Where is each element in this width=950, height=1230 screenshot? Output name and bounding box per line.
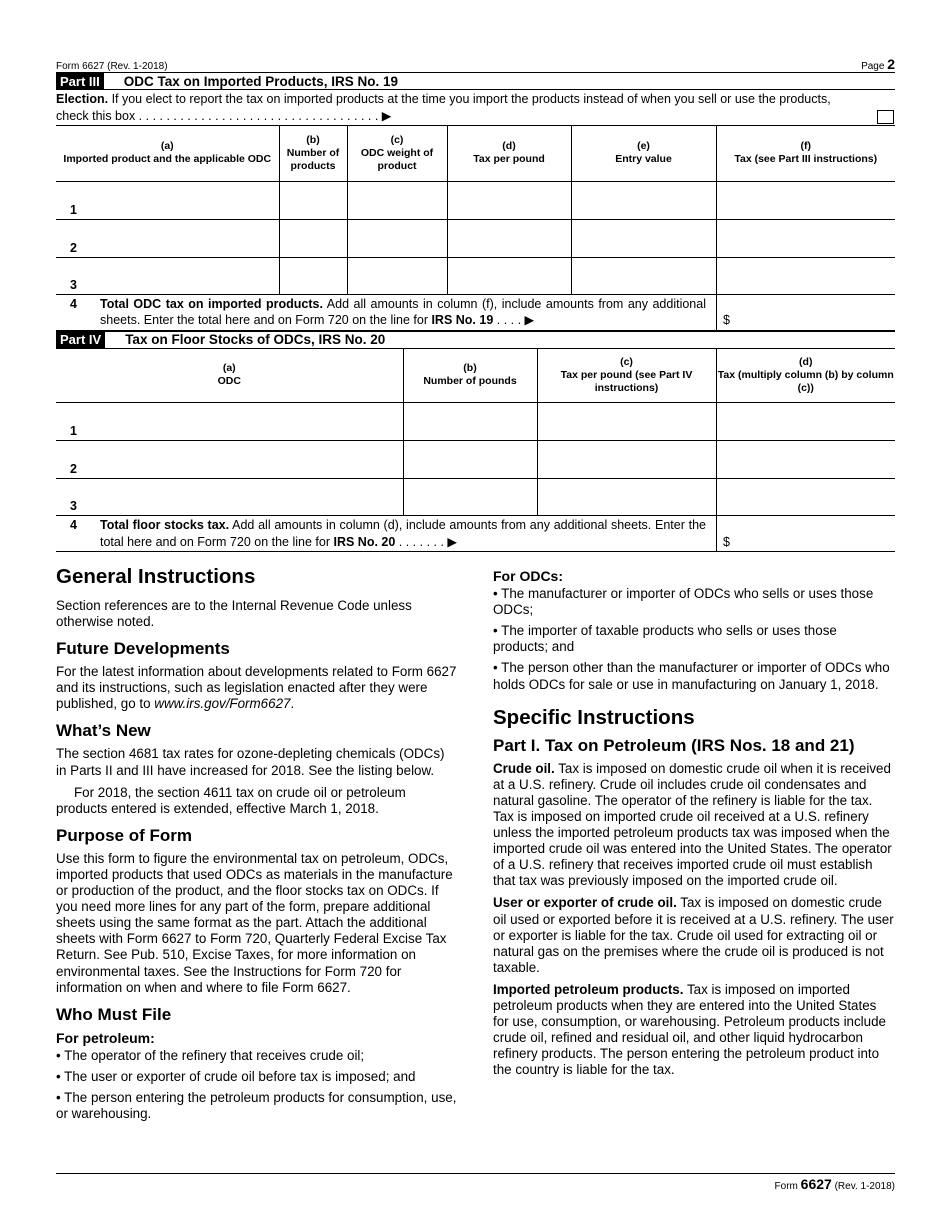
table-row [56, 181, 895, 219]
who-must-file-heading: Who Must File [56, 1004, 172, 1024]
input-cell[interactable] [403, 441, 537, 479]
input-cell[interactable] [571, 181, 716, 219]
line-number: 2 [56, 219, 279, 257]
election-checkbox[interactable] [877, 110, 894, 124]
table-row [56, 257, 895, 294]
input-cell[interactable] [447, 219, 571, 257]
input-cell[interactable] [279, 181, 347, 219]
input-cell[interactable] [279, 219, 347, 257]
whats-new-heading: What’s New [56, 721, 151, 741]
table-row [56, 403, 895, 441]
input-cell[interactable] [716, 403, 895, 441]
part4-label: Part IV [56, 331, 105, 348]
input-cell[interactable] [537, 441, 716, 479]
input-cell[interactable] [403, 479, 537, 516]
list-item: • The user or exporter of crude oil before tax is imposed; and [56, 1068, 416, 1084]
table-row [56, 219, 895, 257]
input-cell[interactable] [279, 257, 347, 294]
part3-title: ODC Tax on Imported Products, IRS No. 19 [123, 73, 399, 89]
for-odcs-heading: For ODCs: [493, 568, 563, 584]
specific-instructions-heading: Specific Instructions [493, 705, 695, 729]
instructions [56, 564, 895, 1127]
whats-new-text-2: For 2018, the section 4611 tax on crude oil or petroleum products entered is extended, effective March 1, 2018. [56, 784, 406, 816]
part4-header [56, 331, 895, 349]
imported-petroleum-text: Imported petroleum products. Tax is imposed on imported petroleum products when they are entered into the United States for use, consumption, or warehousing. Petroleum products include crude oil, refined and residual oil, and other liquid hydrocarbon refinery products. The person entering the petroleum product into the country is liable for the tax. [493, 981, 887, 1078]
part3-col-e: (e) Entry value [571, 126, 716, 181]
part4-title: Tax on Floor Stocks of ODCs, IRS No. 20 [125, 332, 386, 347]
part4-total-text: Total floor stocks tax. Add all amounts in column (d), include amounts from any additional sheets. Enter the total here and on Form 720 on the line for IRS No. 20 . . . . . . . ▶ [100, 518, 706, 549]
table-row [56, 441, 895, 479]
purpose-heading: Purpose of Form [56, 825, 193, 845]
part3-col-c: (c) ODC weight of product [347, 126, 447, 181]
election-text: Election. If you elect to report the tax on imported products at the time you import the products instead of when you sell or use the products, check this box . . . . . . . . . . . . . . . . . . . . . . . . . . . . . . . . . . . ▶ [56, 92, 831, 123]
table-row [56, 479, 895, 516]
input-cell[interactable] [537, 403, 716, 441]
part3-header [56, 72, 895, 90]
line-number: 3 [56, 257, 279, 294]
input-cell[interactable] [716, 257, 895, 294]
line-number: 2 [56, 441, 403, 479]
line-number: 1 [56, 403, 403, 441]
part4-total-row [56, 516, 895, 552]
left-column [56, 564, 458, 1127]
list-item: • The importer of taxable products who sells or uses those products; and [493, 623, 837, 655]
input-cell[interactable] [347, 257, 447, 294]
future-text: For the latest information about developments related to Form 6627 and its instructions, such as legislation enacted after they were published, go to www.irs.gov/Form6627. [56, 664, 457, 712]
part4-col-d: (d) Tax (multiply column (b) by column (c)) [716, 349, 895, 403]
line-number: 4 [70, 296, 77, 311]
input-cell[interactable] [537, 479, 716, 516]
form-page [56, 56, 895, 1127]
line-number: 4 [70, 518, 77, 532]
input-cell[interactable] [447, 257, 571, 294]
part3-total-text: Total ODC tax on imported products. Add all amounts in column (f), include amounts from any additional sheets. Enter the total here and on Form 720 on the line for IRS No. 19 . . . . ▶ [100, 296, 706, 327]
whats-new-text: The section 4681 tax rates for ozone-depleting chemicals (ODCs) in Parts II and III have increased for 2018. See the listing below. [56, 746, 445, 778]
part3-col-a: (a) Imported product and the applicable ODC [56, 126, 279, 181]
list-item: • The person entering the petroleum products for consumption, use, or warehousing. [56, 1089, 457, 1122]
election-row [56, 90, 895, 126]
part3-col-d: (d) Tax per pound [447, 126, 571, 181]
for-petroleum-heading: For petroleum: [56, 1029, 155, 1046]
input-cell[interactable] [716, 441, 895, 479]
part3-total-amount[interactable]: $ [716, 295, 895, 330]
purpose-text: Use this form to figure the environmental tax on petroleum, ODCs, imported products that used ODCs as materials in the manufacture or production of the product, and the floor stocks tax on ODCs. If you need more lines for any part of the form, prepare additional sheets using the same format as the part. Attach the additional sheets with Form 6627 to Form 720, Quarterly Federal Excise Tax Return. See Pub. 510, Excise Taxes, for more information on environmental taxes. See the Instructions for Form 720 for information on when and where to file Form 6627. [56, 850, 453, 995]
part4-col-b: (b) Number of pounds [403, 349, 537, 403]
part3-col-b: (b) Number of products [279, 126, 347, 181]
user-exporter-text: User or exporter of crude oil. Tax is imposed on domestic crude oil used or exported before it is received at a U.S. refinery. The user or exporter is liable for the tax. Crude oil used for extracting oil or natural gas on the premises where the crude oil is produced is not taxable. [493, 895, 894, 975]
crude-oil-text: Crude oil. Tax is imposed on domestic crude oil when it is received at a U.S. refinery. Crude oil includes crude oil condensates and natural gasoline. The operator of the refinery is liable for the tax. Tax is imposed on imported crude oil received at a U.S. refinery unless the imported petroleum products tax was imposed when the imported crude oil was entered into the United States. The operator of a U.S. refinery that receives imported crude oil must establish that tax was previously imposed on the imported crude oil. [493, 760, 892, 889]
part4-header-row [56, 349, 895, 403]
part4-col-c: (c) Tax per pound (see Part IV instructions) [537, 349, 716, 403]
list-item: • The person other than the manufacturer or importer of ODCs who holds ODCs for sale or use in manufacturing on January 1, 2018. [493, 660, 890, 692]
part3-header-row [56, 126, 895, 181]
right-column [493, 564, 895, 1127]
input-cell[interactable] [571, 257, 716, 294]
irs-link[interactable]: www.irs.gov/Form6627 [154, 696, 291, 712]
input-cell[interactable] [347, 219, 447, 257]
part4-col-a: (a) ODC [56, 349, 403, 403]
input-cell[interactable] [347, 181, 447, 219]
list-item: • The operator of the refinery that receives crude oil; [56, 1047, 365, 1063]
input-cell[interactable] [571, 219, 716, 257]
page-number: Page 2 [861, 56, 895, 72]
part3-table [56, 126, 895, 295]
line-number: 1 [56, 181, 279, 219]
part3-col-f: (f) Tax (see Part III instructions) [716, 126, 895, 181]
part4-table [56, 349, 895, 517]
part1-heading: Part I. Tax on Petroleum (IRS Nos. 18 and 21) [493, 735, 855, 755]
future-developments-heading: Future Developments [56, 639, 230, 659]
page-header [56, 56, 895, 72]
form-revision: Form 6627 (Rev. 1-2018) [56, 61, 168, 72]
input-cell[interactable] [716, 479, 895, 516]
input-cell[interactable] [716, 219, 895, 257]
input-cell[interactable] [716, 181, 895, 219]
input-cell[interactable] [403, 403, 537, 441]
page-footer: Form 6627 (Rev. 1-2018) [56, 1173, 895, 1192]
list-item: • The manufacturer or importer of ODCs who sells or uses those ODCs; [493, 586, 874, 618]
general-instructions-heading: General Instructions [56, 565, 256, 588]
line-number: 3 [56, 479, 403, 516]
part3-label: Part III [56, 73, 104, 90]
part4-total-amount[interactable]: $ [716, 516, 895, 551]
general-text: Section references are to the Internal Revenue Code unless otherwise noted. [56, 598, 412, 630]
part3-total-row [56, 295, 895, 331]
input-cell[interactable] [447, 181, 571, 219]
